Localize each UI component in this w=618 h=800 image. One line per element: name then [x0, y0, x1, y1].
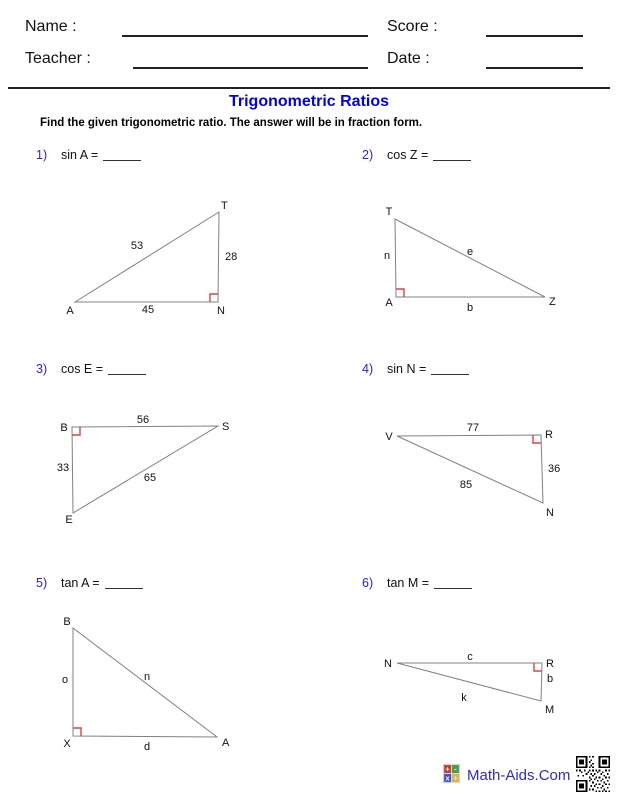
triangle-2-figure: [330, 195, 570, 325]
score-label: Score :: [387, 18, 438, 35]
name-label: Name :: [25, 18, 77, 35]
problem-1-heading: [36, 147, 141, 162]
score-blank-line: [486, 35, 583, 37]
teacher-blank-line: [133, 67, 368, 69]
triangle-sides: [72, 426, 218, 513]
problem-3-heading: [36, 361, 146, 376]
vertex-label: A: [66, 305, 74, 317]
side-label: n: [383, 250, 391, 262]
triangle-5-figure: [30, 610, 250, 760]
side-label: 56: [136, 414, 150, 426]
problem-prompt: cos Z =: [387, 148, 429, 162]
side-label: o: [61, 674, 69, 686]
side-label: 45: [141, 304, 155, 316]
name-blank-line: [122, 35, 368, 37]
triangle-sides: [397, 663, 542, 701]
problem-prompt: tan A =: [61, 576, 100, 590]
date-blank-line: [486, 67, 583, 69]
vertex-label: S: [222, 421, 230, 433]
side-label: 77: [466, 422, 480, 434]
vertex-label: B: [60, 422, 68, 434]
math-aids-logo-icon: [443, 764, 460, 783]
problem-prompt: sin N =: [387, 362, 427, 376]
side-label: 33: [56, 462, 70, 474]
right-angle-marker: [396, 289, 404, 297]
triangle-1-figure: [30, 195, 250, 325]
instructions: Find the given trigonometric ratio. The answer will be in fraction form.: [40, 117, 423, 129]
problem-5-heading: [36, 575, 143, 590]
triangle-sides: [75, 212, 219, 302]
answer-blank: [431, 361, 469, 375]
right-angle-marker: [210, 294, 218, 302]
vertex-label: N: [384, 658, 392, 670]
triangle-3-figure: [30, 405, 250, 530]
vertex-label: R: [545, 429, 553, 441]
side-label: k: [461, 692, 467, 704]
vertex-label: R: [546, 658, 554, 670]
qr-code: [576, 756, 610, 792]
problem-prompt: tan M =: [387, 576, 430, 590]
problem-number: 6): [362, 576, 374, 590]
header-divider: [8, 87, 610, 89]
problem-6-heading: [362, 575, 472, 590]
teacher-label: Teacher :: [25, 50, 91, 67]
vertex-label: T: [221, 200, 228, 212]
vertex-label: V: [385, 431, 393, 443]
problem-2-heading: [362, 147, 471, 162]
answer-blank: [434, 575, 472, 589]
triangle-6-figure: [330, 610, 570, 740]
minus-icon: -: [454, 764, 457, 774]
triangle-sides: [395, 219, 545, 297]
vertex-label: B: [63, 616, 71, 628]
date-label: Date :: [387, 50, 430, 67]
side-label: e: [466, 246, 474, 258]
vertex-label: N: [546, 507, 554, 519]
plus-icon: +: [445, 764, 450, 774]
answer-blank: [103, 147, 141, 161]
problem-number: 4): [362, 362, 374, 376]
vertex-label: N: [217, 305, 225, 317]
vertex-label: X: [63, 738, 71, 750]
answer-blank: [433, 147, 471, 161]
problem-prompt: sin A =: [61, 148, 99, 162]
side-label: b: [466, 302, 474, 314]
right-angle-marker: [72, 427, 80, 435]
problem-number: 2): [362, 148, 374, 162]
answer-blank: [105, 575, 143, 589]
answer-blank: [108, 361, 146, 375]
triangle-sides: [397, 435, 543, 503]
vertex-label: A: [222, 737, 230, 749]
triangle-4-figure: [330, 405, 570, 530]
right-angle-marker: [533, 435, 541, 443]
vertex-label: M: [545, 704, 555, 716]
vertex-label: A: [385, 297, 393, 309]
problem-number: 5): [36, 576, 48, 590]
side-label: 65: [143, 472, 157, 484]
divide-icon: ÷: [453, 773, 458, 783]
vertex-label: T: [385, 206, 393, 218]
problem-number: 1): [36, 148, 48, 162]
right-angle-marker: [73, 728, 81, 736]
side-label: 53: [130, 240, 144, 252]
vertex-label: Z: [549, 296, 556, 308]
times-icon: x: [445, 773, 450, 783]
side-label: 28: [225, 251, 238, 263]
math-aids-link[interactable]: Math-Aids.Com: [467, 767, 571, 784]
side-label: 85: [459, 479, 473, 491]
side-label: c: [467, 651, 473, 663]
side-label: n: [143, 671, 151, 683]
page-title: Trigonometric Ratios: [228, 93, 390, 110]
problem-number: 3): [36, 362, 48, 376]
side-label: d: [143, 741, 151, 753]
problem-4-heading: [362, 361, 469, 376]
side-label: 36: [548, 463, 561, 475]
vertex-label: E: [65, 514, 73, 526]
problem-prompt: cos E =: [61, 362, 104, 376]
side-label: b: [547, 673, 554, 685]
right-angle-marker: [534, 663, 542, 671]
